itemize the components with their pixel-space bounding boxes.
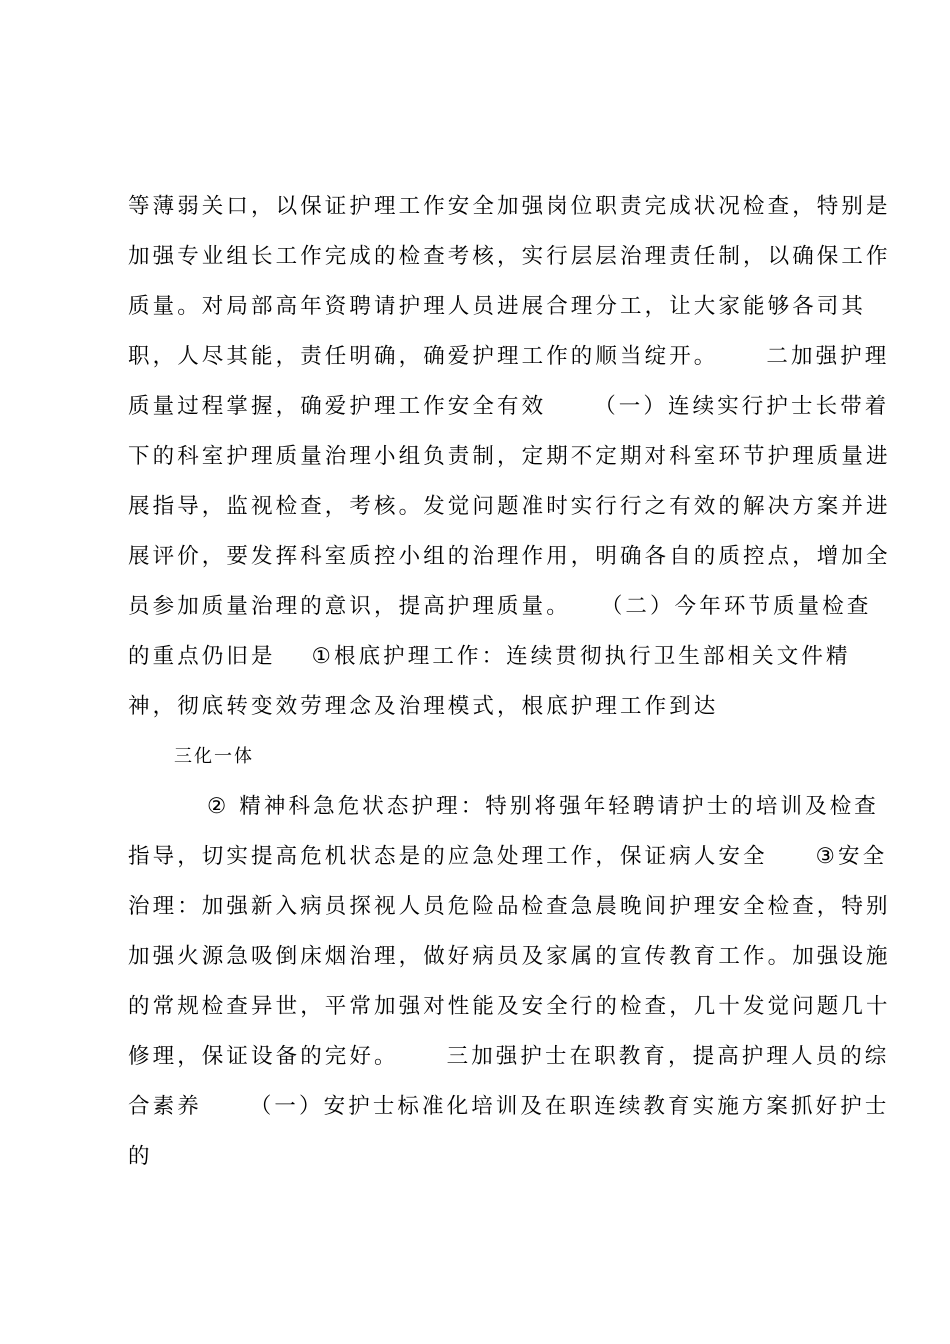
paragraph-line xyxy=(128,842,887,872)
paragraph-line xyxy=(128,1092,889,1122)
paragraph-line xyxy=(128,1142,153,1172)
text-segment: 下的科室护理质量治理小组负责制，定期不定期对科室环节护理质量进 xyxy=(128,444,891,469)
text-segment: 加强专业组长工作完成的检查考核，实行层层治理责任制，以确保工作 xyxy=(128,244,891,269)
text-segment: 的重点仍旧是 xyxy=(128,644,276,669)
text-segment: 的 xyxy=(128,1144,153,1169)
text-segment: 等薄弱关口，以保证护理工作安全加强岗位职责完成状况检查，特别是 xyxy=(128,194,891,219)
paragraph-line xyxy=(128,1042,889,1072)
paragraph-line xyxy=(128,892,891,922)
text-segment: ② 精神科急危状态护理：特别将强年轻聘请护士的培训及检查 xyxy=(207,794,879,819)
paragraph-line xyxy=(207,792,879,822)
text-segment: （一）安护士标准化培训及在职连续教育实施方案抓好护士 xyxy=(249,1094,890,1119)
section-heading: 二加强护理 xyxy=(766,344,890,369)
text-segment: 展指导，监视检查，考核。发觉问题准时实行行之有效的解决方案并进 xyxy=(128,494,891,519)
text-segment: 加强火源急吸倒床烟治理，做好病员及家属的宣传教育工作。加强设施 xyxy=(128,944,891,969)
paragraph-line xyxy=(128,442,891,472)
paragraph-line xyxy=(128,542,891,572)
text-segment: 质量过程掌握，确爱护理工作安全有效 xyxy=(128,394,547,419)
text-segment: 员参加质量治理的意识，提高护理质量。 xyxy=(128,594,571,619)
text-segment: 质量。对局部高年资聘请护理人员进展合理分工，让大家能够各司其 xyxy=(128,294,867,319)
text-segment: （二）今年环节质量检查 xyxy=(600,594,872,619)
text-segment: （一）连续实行护士长带着 xyxy=(594,394,890,419)
paragraph-line xyxy=(128,342,889,372)
text-segment: 治理：加强新入病员探视人员危险品检查急晨晚间护理安全检查，特别 xyxy=(128,894,891,919)
text-segment: ③安全 xyxy=(815,844,888,869)
text-segment: 展评价，要发挥科室质控小组的治理作用，明确各自的质控点，增加全 xyxy=(128,544,891,569)
paragraph-line xyxy=(128,492,891,522)
paragraph-line xyxy=(174,742,254,772)
paragraph-line xyxy=(128,942,891,972)
paragraph-line xyxy=(128,692,718,722)
text-segment: ①根底护理工作：连续贯彻执行卫生部相关文件精 xyxy=(311,644,851,669)
paragraph-line xyxy=(128,992,891,1022)
section-heading: 三加强护士在职教育，提高护理人员的综 xyxy=(446,1044,890,1069)
paragraph-line xyxy=(128,292,866,322)
text-segment: 神，彻底转变效劳理念及治理模式，根底护理工作到达 xyxy=(128,694,719,719)
text-segment: 指导，切实提高危机状态是的应急处理工作，保证病人安全 xyxy=(128,844,768,869)
paragraph-line xyxy=(128,642,851,672)
text-segment: 三化一体 xyxy=(174,746,254,767)
paragraph-line xyxy=(128,392,889,422)
text-segment: 的常规检查异世，平常加强对性能及安全行的检查，几十发觉问题几十 xyxy=(128,994,891,1019)
paragraph-line xyxy=(128,592,871,622)
text-segment: 合素养 xyxy=(128,1094,202,1119)
paragraph-line xyxy=(128,192,891,222)
text-segment: 修理，保证设备的完好。 xyxy=(128,1044,399,1069)
text-segment: 职，人尽其能，责任明确，确爱护理工作的顺当绽开。 xyxy=(128,344,719,369)
paragraph-line xyxy=(128,242,891,272)
